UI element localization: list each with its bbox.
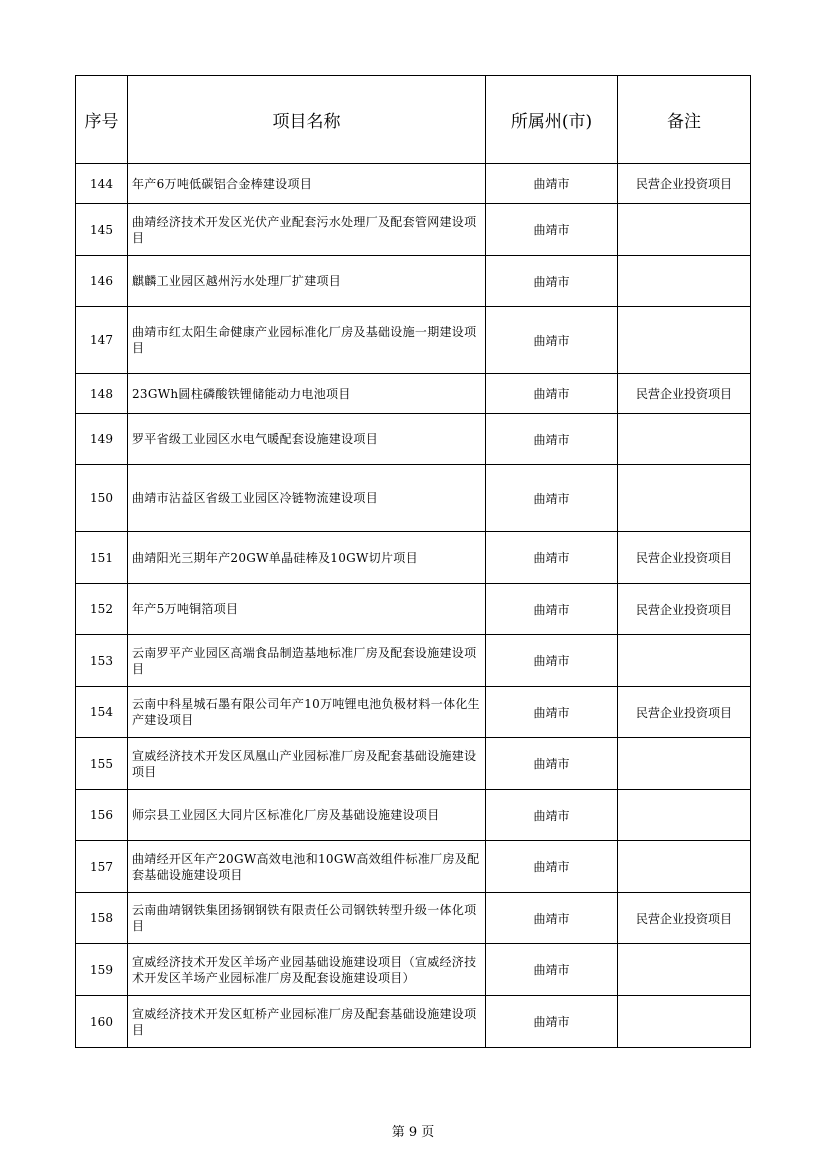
prefecture: 曲靖市 — [486, 532, 618, 584]
table-row — [76, 307, 751, 374]
prefecture: 曲靖市 — [486, 738, 618, 790]
project-name: 师宗县工业园区大同片区标准化厂房及基础设施建设项目 — [128, 790, 486, 841]
prefecture: 曲靖市 — [486, 465, 618, 532]
prefecture: 曲靖市 — [486, 790, 618, 841]
table-row — [76, 204, 751, 256]
remarks — [618, 790, 751, 841]
remarks — [618, 996, 751, 1048]
prefecture: 曲靖市 — [486, 996, 618, 1048]
project-name: 云南罗平产业园区高端食品制造基地标准厂房及配套设施建设项目 — [128, 635, 486, 687]
row-number: 145 — [76, 204, 128, 256]
row-number: 157 — [76, 841, 128, 893]
project-name: 麒麟工业园区越州污水处理厂扩建项目 — [128, 256, 486, 307]
prefecture: 曲靖市 — [486, 414, 618, 465]
remarks: 民营企业投资项目 — [618, 164, 751, 204]
prefecture: 曲靖市 — [486, 841, 618, 893]
prefecture: 曲靖市 — [486, 635, 618, 687]
prefecture: 曲靖市 — [486, 374, 618, 414]
remarks — [618, 307, 751, 374]
row-number: 144 — [76, 164, 128, 204]
table-row — [76, 841, 751, 893]
remarks: 民营企业投资项目 — [618, 584, 751, 635]
project-name: 年产5万吨铜箔项目 — [128, 584, 486, 635]
row-number: 152 — [76, 584, 128, 635]
project-name: 曲靖经开区年产20GW高效电池和10GW高效组件标准厂房及配套基础设施建设项目 — [128, 841, 486, 893]
table-row — [76, 414, 751, 465]
row-number: 158 — [76, 893, 128, 944]
remarks: 民营企业投资项目 — [618, 532, 751, 584]
table-row — [76, 996, 751, 1048]
project-name: 曲靖市沾益区省级工业园区冷链物流建设项目 — [128, 465, 486, 532]
table-row — [76, 944, 751, 996]
table-row — [76, 738, 751, 790]
table-row — [76, 374, 751, 414]
prefecture: 曲靖市 — [486, 164, 618, 204]
project-name: 曲靖阳光三期年产20GW单晶硅棒及10GW切片项目 — [128, 532, 486, 584]
project-name: 宣威经济技术开发区虹桥产业园标准厂房及配套基础设施建设项目 — [128, 996, 486, 1048]
row-number: 150 — [76, 465, 128, 532]
project-name: 年产6万吨低碳铝合金棒建设项目 — [128, 164, 486, 204]
row-number: 151 — [76, 532, 128, 584]
row-number: 154 — [76, 687, 128, 738]
table-row — [76, 532, 751, 584]
table-row — [76, 256, 751, 307]
project-name: 23GWh圆柱磷酸铁锂储能动力电池项目 — [128, 374, 486, 414]
row-number: 160 — [76, 996, 128, 1048]
row-number: 159 — [76, 944, 128, 996]
remarks — [618, 256, 751, 307]
remarks — [618, 635, 751, 687]
remarks — [618, 841, 751, 893]
table-row — [76, 790, 751, 841]
row-number: 155 — [76, 738, 128, 790]
remarks — [618, 414, 751, 465]
project-name: 曲靖市红太阳生命健康产业园标准化厂房及基础设施一期建设项目 — [128, 307, 486, 374]
remarks: 民营企业投资项目 — [618, 893, 751, 944]
row-number: 156 — [76, 790, 128, 841]
prefecture: 曲靖市 — [486, 584, 618, 635]
table-row — [76, 584, 751, 635]
table-row — [76, 465, 751, 532]
remarks — [618, 465, 751, 532]
project-name: 宣威经济技术开发区凤凰山产业园标准厂房及配套基础设施建设项目 — [128, 738, 486, 790]
prefecture: 曲靖市 — [486, 307, 618, 374]
header-remarks: 备注 — [618, 76, 751, 164]
header-number: 序号 — [76, 76, 128, 164]
project-name: 云南曲靖钢铁集团扬钢钢铁有限责任公司钢铁转型升级一体化项目 — [128, 893, 486, 944]
header-prefecture: 所属州(市) — [486, 76, 618, 164]
project-name: 宣威经济技术开发区羊场产业园基础设施建设项目（宣威经济技术开发区羊场产业园标准厂房及配套设施建设项目） — [128, 944, 486, 996]
remarks — [618, 204, 751, 256]
remarks: 民营企业投资项目 — [618, 687, 751, 738]
remarks: 民营企业投资项目 — [618, 374, 751, 414]
project-name: 云南中科星城石墨有限公司年产10万吨锂电池负极材料一体化生产建设项目 — [128, 687, 486, 738]
row-number: 146 — [76, 256, 128, 307]
row-number: 149 — [76, 414, 128, 465]
table-row — [76, 164, 751, 204]
header-project-name: 项目名称 — [128, 76, 486, 164]
remarks — [618, 944, 751, 996]
row-number: 153 — [76, 635, 128, 687]
prefecture: 曲靖市 — [486, 893, 618, 944]
page-number: 第 9 页 — [391, 1125, 435, 1140]
table-row — [76, 635, 751, 687]
prefecture: 曲靖市 — [486, 256, 618, 307]
remarks — [618, 738, 751, 790]
project-name: 曲靖经济技术开发区光伏产业配套污水处理厂及配套管网建设项目 — [128, 204, 486, 256]
table-header-row — [76, 76, 751, 164]
table-row — [76, 893, 751, 944]
table-row — [76, 687, 751, 738]
prefecture: 曲靖市 — [486, 944, 618, 996]
row-number: 148 — [76, 374, 128, 414]
prefecture: 曲靖市 — [486, 687, 618, 738]
project-table — [75, 75, 751, 1048]
row-number: 147 — [76, 307, 128, 374]
prefecture: 曲靖市 — [486, 204, 618, 256]
project-name: 罗平省级工业园区水电气暖配套设施建设项目 — [128, 414, 486, 465]
